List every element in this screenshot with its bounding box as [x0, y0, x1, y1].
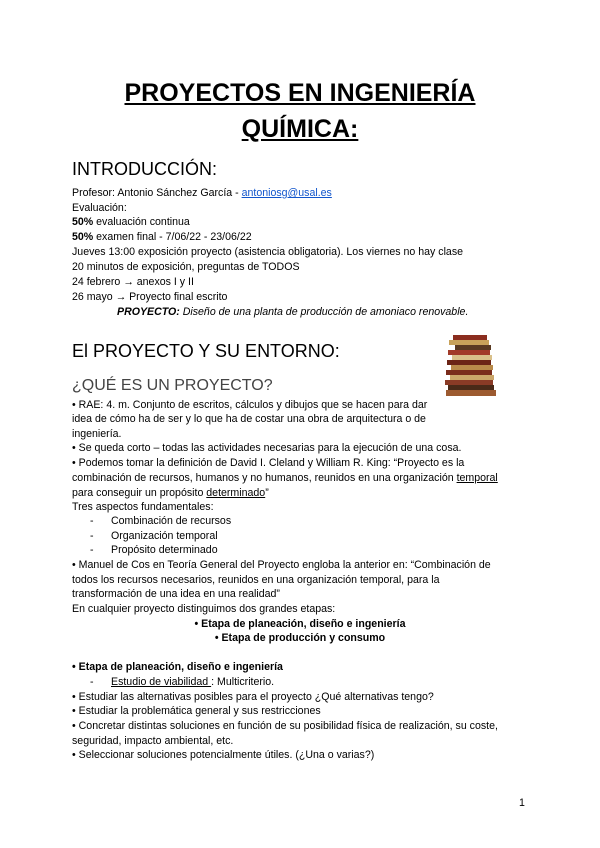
- stages-intro: En cualquier proyecto distinguimos dos grandes etapas:: [72, 603, 336, 615]
- stage-item: • Estudiar la problemática general y sus restricciones: [72, 705, 321, 717]
- professor-line: [72, 186, 332, 200]
- stage-item: seguridad, impacto ambiental, etc.: [72, 735, 234, 747]
- rae-line3: ingeniería.: [72, 428, 122, 440]
- cleland-line2: [72, 471, 498, 485]
- cleland-determinado: determinado: [206, 487, 266, 499]
- stage-item: • Concretar distintas soluciones en función de su posibilidad física de realización, su coste,: [72, 720, 498, 732]
- stage-item: • Seleccionar soluciones potencialmente útiles. (¿Una o varias?): [72, 749, 375, 761]
- eval2-percent: 50%: [72, 231, 94, 243]
- cos-line3: transformación de una idea en una realidad”: [72, 588, 280, 600]
- stage-item: • Estudiar las alternativas posibles para el proyecto ¿Qué alternativas tengo?: [72, 691, 434, 703]
- intro-heading: INTRODUCCIÓN:: [72, 159, 217, 179]
- aspect-dash: -: [90, 544, 94, 556]
- stage2-centered: • Etapa de producción y consumo: [214, 632, 386, 644]
- page-number: 1: [519, 797, 525, 809]
- cleland-close-quote: ”: [265, 487, 269, 499]
- evaluation-exam: [72, 230, 252, 244]
- cleland-line3-text: para conseguir un propósito: [72, 487, 207, 499]
- feasibility-dash: -: [90, 676, 94, 688]
- professor-label: Profesor: Antonio Sánchez García -: [72, 187, 242, 199]
- aspect-item: Propósito determinado: [111, 544, 218, 556]
- section2-subheading: ¿QUÉ ES UN PROYECTO?: [72, 377, 273, 394]
- doc-title-line2: QUÍMICA:: [241, 115, 359, 143]
- aspect-dash: -: [90, 515, 94, 527]
- doc-title-line1: PROYECTOS EN INGENIERÍA: [124, 79, 476, 107]
- aspect-item: Combinación de recursos: [111, 515, 232, 527]
- section2-heading: El PROYECTO Y SU ENTORNO:: [72, 341, 340, 361]
- feasibility-rest: : Multicriterio.: [211, 676, 275, 688]
- feasibility-line: [111, 675, 274, 689]
- eval1-percent: 50%: [72, 216, 94, 228]
- february-line: 24 febrero → anexos I y II: [72, 276, 194, 288]
- cos-line1: • Manuel de Cos en Teoría General del Proyecto engloba la anterior en: “Combinación de: [72, 559, 491, 571]
- cos-line2: todos los recursos necesarios, reunidos en una organización temporal, para la: [72, 574, 440, 586]
- professor-email-link[interactable]: antoniosg@usal.es: [241, 187, 332, 199]
- eval2-text: examen final - 7/06/22 - 23/06/22: [93, 231, 252, 243]
- short-line: • Se queda corto – todas las actividades necesarias para la ejecución de una cosa.: [72, 442, 462, 454]
- project-line: [117, 305, 468, 319]
- eval1-text: evaluación continua: [93, 216, 190, 228]
- evaluation-continuous: [72, 215, 190, 229]
- evaluation-label: Evaluación:: [72, 202, 127, 214]
- books-stack-icon: [445, 333, 497, 397]
- rae-line1: • RAE: 4. m. Conjunto de escritos, cálculos y dibujos que se hacen para dar: [72, 399, 428, 411]
- thursday-line: Jueves 13:00 exposición proyecto (asistencia obligatoria). Los viernes no hay clase: [72, 246, 464, 258]
- feasibility-label: Estudio de viabilidad: [111, 676, 212, 688]
- minutes-line: 20 minutos de exposición, preguntas de TODOS: [72, 261, 300, 273]
- cleland-line1: • Podemos tomar la definición de David I. Cleland y William R. King: “Proyecto es la: [72, 457, 465, 469]
- aspect-item: Organización temporal: [111, 530, 218, 542]
- cleland-line2-text: combinación de recursos, humanos y no humanos, reunidos en una organización: [72, 472, 457, 484]
- rae-line2: idea de cómo ha de ser y lo que ha de costar una obra de arquitectura o de: [72, 413, 426, 425]
- aspects-intro: Tres aspectos fundamentales:: [72, 501, 214, 513]
- may-line: 26 mayo → Proyecto final escrito: [72, 291, 228, 303]
- aspect-dash: -: [90, 530, 94, 542]
- stage1-centered: • Etapa de planeación, diseño e ingeniería: [194, 618, 406, 630]
- cleland-line3: [72, 486, 269, 500]
- project-text: Diseño de una planta de producción de amoniaco renovable.: [179, 306, 469, 318]
- project-label: PROYECTO:: [117, 306, 180, 318]
- cleland-temporal: temporal: [456, 472, 498, 484]
- stage-detail-heading: • Etapa de planeación, diseño e ingeniería: [72, 661, 283, 673]
